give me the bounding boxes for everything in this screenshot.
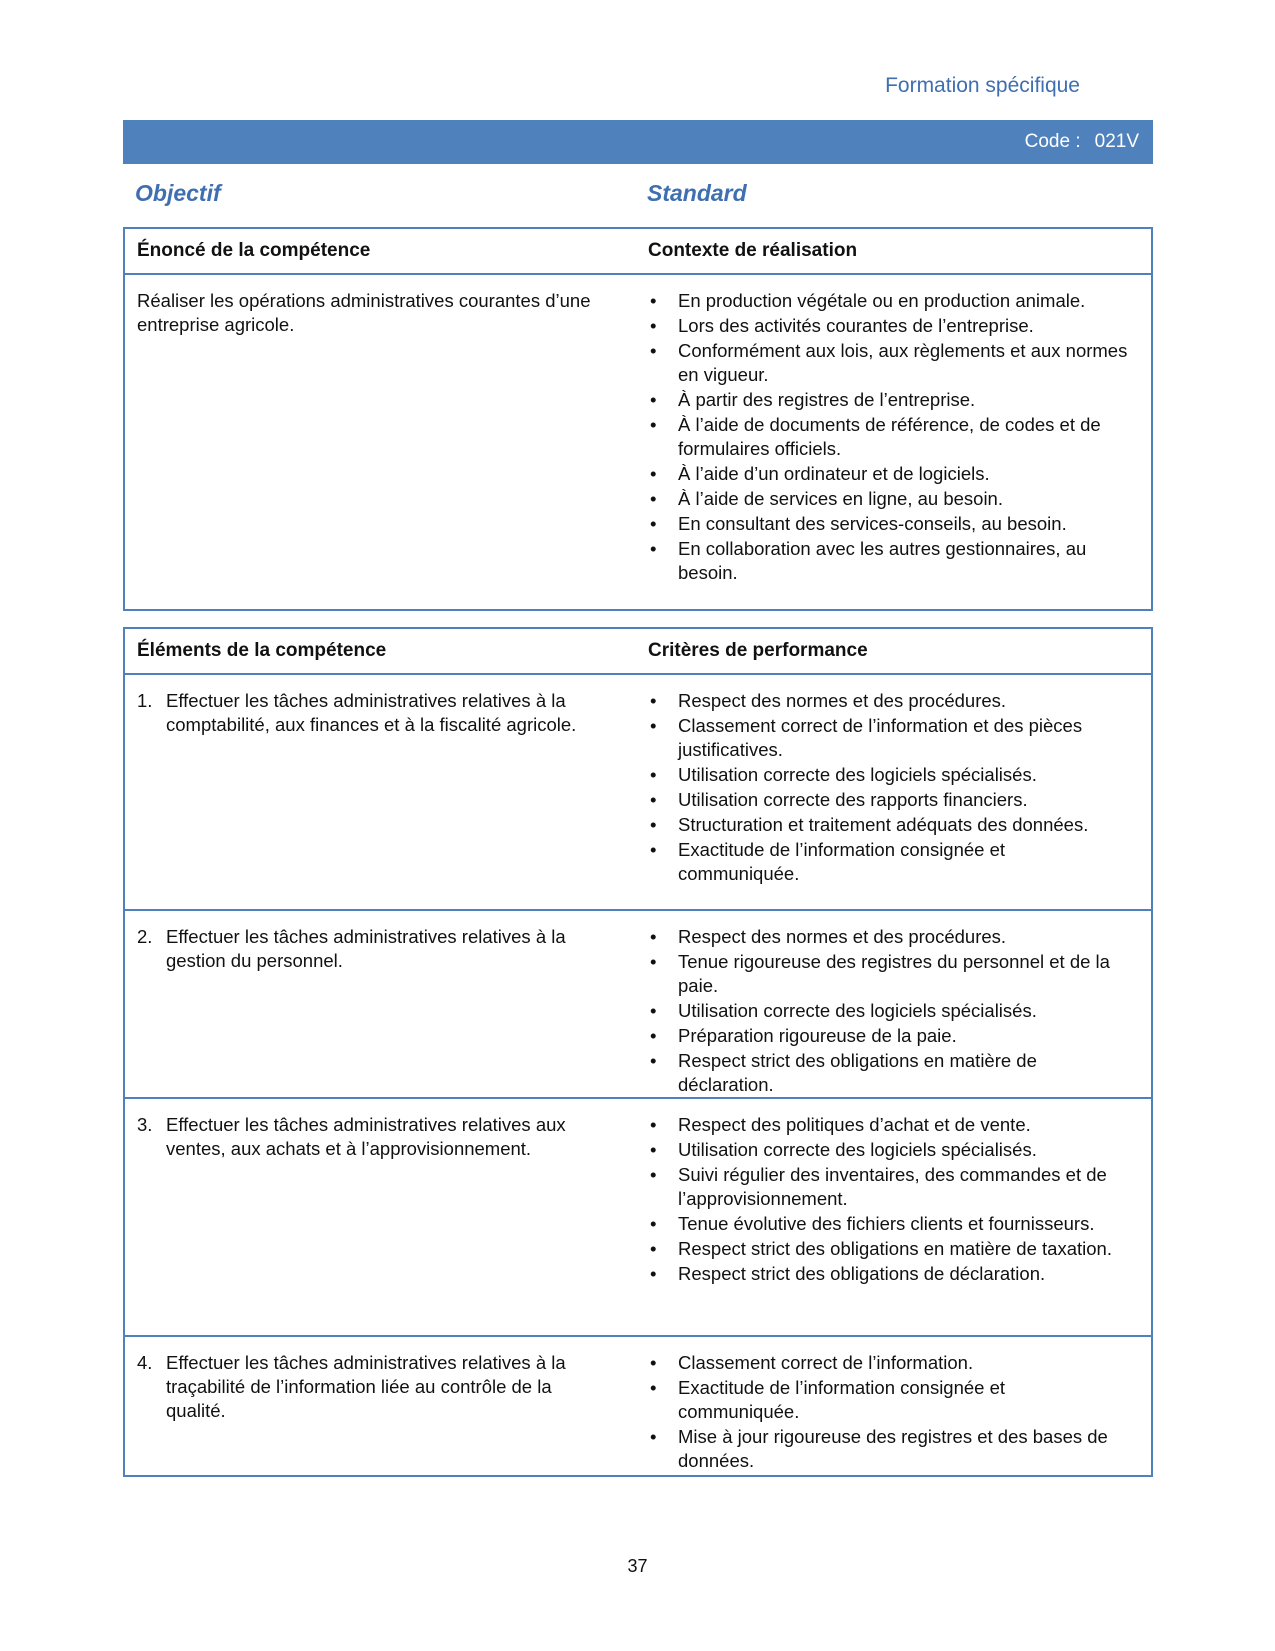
criterion-item: • Utilisation correcte des rapports financiers. — [648, 788, 1128, 812]
formation-label: Formation spécifique — [885, 74, 1080, 97]
criteria-list — [648, 1113, 1128, 1287]
element-item — [137, 1113, 607, 1161]
criterion-item: • Exactitude de l’information consignée et communiquée. — [648, 1376, 1128, 1424]
criterion-item: • Respect des normes et des procédures. — [648, 925, 1128, 949]
contexte-item: • Lors des activités courantes de l’entreprise. — [648, 314, 1128, 338]
criteria-list — [648, 925, 1128, 1098]
criteres-header: Critères de performance — [648, 640, 868, 661]
element-row — [125, 911, 1151, 1099]
element-number: 3. — [137, 1114, 153, 1135]
contexte-list — [648, 289, 1128, 586]
element-item — [137, 1351, 607, 1423]
code-value: 021V — [1094, 131, 1139, 152]
elements-table — [123, 627, 1153, 1477]
contexte-item: • En collaboration avec les autres gestionnaires, au besoin. — [648, 537, 1128, 585]
page-number: 37 — [627, 1556, 648, 1576]
criterion-item: • Utilisation correcte des logiciels spécialisés. — [648, 763, 1128, 787]
element-text — [137, 1351, 607, 1423]
criterion-item: • Structuration et traitement adéquats des données. — [648, 813, 1128, 837]
section-headings — [135, 180, 1145, 210]
criterion-item: • Respect strict des obligations de déclaration. — [648, 1262, 1128, 1286]
element-description: Effectuer les tâches administratives relatives aux ventes, aux achats et à l’approvisionnement. — [166, 1114, 566, 1159]
enonce-header: Énoncé de la compétence — [137, 240, 371, 261]
element-item — [137, 689, 607, 737]
criterion-item: • Respect des politiques d’achat et de vente. — [648, 1113, 1128, 1137]
element-description: Effectuer les tâches administratives relatives à la traçabilité de l’information liée au contrôle de la qualité. — [166, 1352, 566, 1421]
element-item — [137, 925, 607, 973]
competence-row — [125, 275, 1151, 609]
element-number: 4. — [137, 1352, 153, 1373]
criterion-item: • Exactitude de l’information consignée et communiquée. — [648, 838, 1128, 886]
criterion-item: • Respect strict des obligations en matière de déclaration. — [648, 1049, 1128, 1097]
element-description: Effectuer les tâches administratives relatives à la gestion du personnel. — [166, 926, 566, 971]
contexte-item: • Conformément aux lois, aux règlements et aux normes en vigueur. — [648, 339, 1128, 387]
contexte-item: • En production végétale ou en production animale. — [648, 289, 1128, 313]
contexte-item: • À l’aide de documents de référence, de codes et de formulaires officiels. — [648, 413, 1128, 461]
criterion-item: • Respect des normes et des procédures. — [648, 689, 1128, 713]
elements-table-header — [125, 629, 1151, 675]
criterion-item: • Préparation rigoureuse de la paie. — [648, 1024, 1128, 1048]
element-text — [137, 1113, 607, 1161]
elements-header: Éléments de la compétence — [137, 640, 387, 661]
element-description: Effectuer les tâches administratives relatives à la comptabilité, aux finances et à la fiscalité agricole. — [166, 690, 577, 735]
contexte-item: • À l’aide d’un ordinateur et de logiciels. — [648, 462, 1128, 486]
criterion-item: • Tenue rigoureuse des registres du personnel et de la paie. — [648, 950, 1128, 998]
criterion-item: • Classement correct de l’information. — [648, 1351, 1128, 1375]
competence-table — [123, 227, 1153, 611]
element-number: 1. — [137, 690, 153, 711]
criterion-item: • Classement correct de l’information et des pièces justificatives. — [648, 714, 1128, 762]
competence-table-header — [125, 229, 1151, 275]
contexte-item: • En consultant des services-conseils, au besoin. — [648, 512, 1128, 536]
criterion-item: • Suivi régulier des inventaires, des commandes et de l’approvisionnement. — [648, 1163, 1128, 1211]
criterion-item: • Utilisation correcte des logiciels spécialisés. — [648, 1138, 1128, 1162]
contexte-item: • À l’aide de services en ligne, au besoin. — [648, 487, 1128, 511]
criterion-item: • Utilisation correcte des logiciels spécialisés. — [648, 999, 1128, 1023]
element-text — [137, 925, 607, 973]
element-row — [125, 1099, 1151, 1337]
element-row — [125, 1337, 1151, 1477]
criterion-item: • Respect strict des obligations en matière de taxation. — [648, 1237, 1128, 1261]
criterion-item: • Mise à jour rigoureuse des registres et des bases de données. — [648, 1425, 1128, 1473]
element-row — [125, 675, 1151, 911]
contexte-item: • À partir des registres de l’entreprise. — [648, 388, 1128, 412]
enonce-text: Réaliser les opérations administratives courantes d’une entreprise agricole. — [137, 290, 591, 335]
criterion-item: • Tenue évolutive des fichiers clients et fournisseurs. — [648, 1212, 1128, 1236]
criteria-list — [648, 689, 1128, 887]
element-number: 2. — [137, 926, 153, 947]
heading-standard: Standard — [647, 180, 747, 206]
code-label: Code : — [1024, 131, 1081, 152]
code-bar — [123, 120, 1153, 164]
heading-objectif: Objectif — [135, 180, 221, 206]
contexte-header: Contexte de réalisation — [648, 240, 858, 261]
element-text — [137, 689, 607, 737]
criteria-list — [648, 1351, 1128, 1474]
